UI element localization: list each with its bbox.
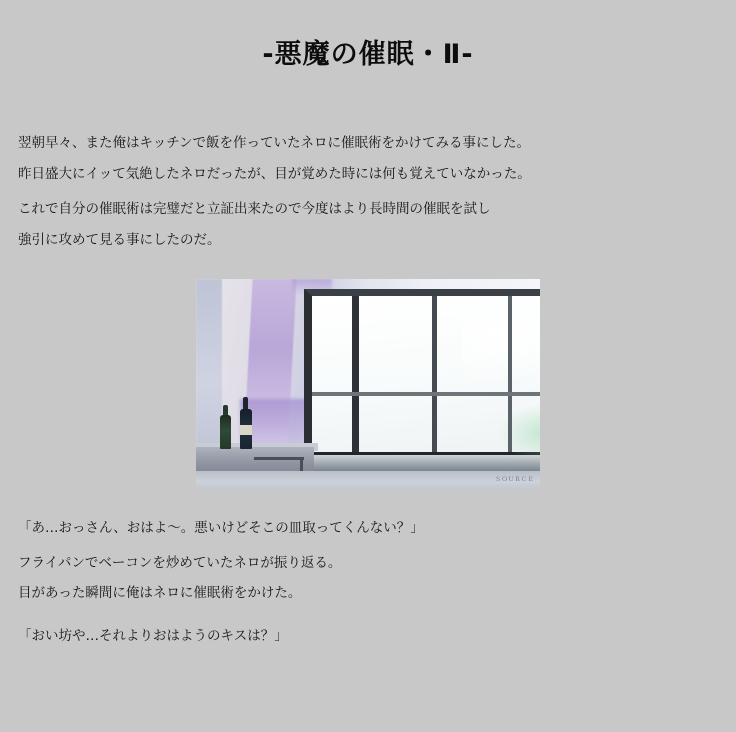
photo-mullion <box>432 296 437 452</box>
text-line: 強引に攻めて見る事にしたのだ。 <box>18 231 221 248</box>
paragraph-block-3 <box>0 522 736 536</box>
photo-bottle-label <box>240 425 252 435</box>
paragraph-block-5 <box>0 627 736 644</box>
photo-mullion <box>508 296 512 452</box>
photo-window-frame <box>304 289 540 461</box>
text-line: 「おい坊や…それよりおはようのキスは？」 <box>18 627 288 644</box>
photo-glare <box>462 314 540 384</box>
photo-watermark: ＳＯＵＲＣＥ <box>494 476 534 483</box>
photo-bottle <box>220 415 231 449</box>
photo-mullion <box>312 392 540 396</box>
page-title: -悪魔の催眠・Ⅱ- <box>262 39 474 70</box>
figure <box>0 279 736 489</box>
text-line: 「あ…おっさん、おはよ～。悪いけどそこの皿取ってくんない？」 <box>18 520 424 536</box>
photo-bottom-band <box>196 471 540 489</box>
photo-window-sill <box>296 455 540 471</box>
text-line: 昨日盛大にイッて気絶したネロだったが、目が覚めた時には何も覚えていなかった。 <box>18 165 531 182</box>
kitchen-window-photo <box>196 279 540 489</box>
photo-mullion <box>352 296 359 452</box>
text-line: フライパンでベーコンを炒めていたネロが振り返る。 <box>18 554 342 571</box>
paragraph-block-4 <box>0 554 736 601</box>
text-line: これで自分の催眠術は完璧だと立証出来たので今度はより長時間の催眠を試し <box>18 201 491 217</box>
photo-green-tint <box>498 404 540 462</box>
paragraph-block-2 <box>0 203 736 247</box>
text-line: 目があった瞬間に俺はネロに催眠術をかけた。 <box>18 585 302 601</box>
photo-rail <box>254 457 304 460</box>
paragraph-block-1 <box>0 137 736 181</box>
text-line: 翌朝早々、また俺はキッチンで飯を作っていたネロに催眠術をかけてみる事にした。 <box>18 135 531 151</box>
